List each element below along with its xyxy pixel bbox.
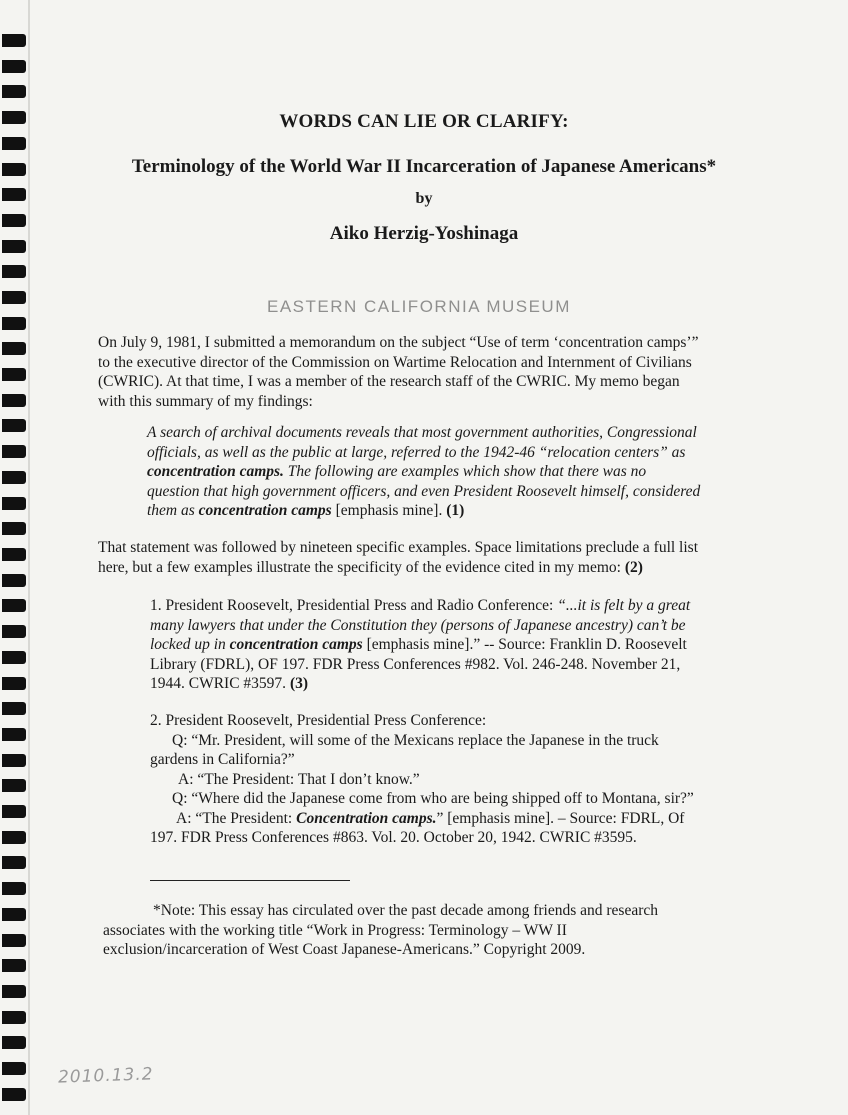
intro-line: to the executive director of the Commission on Wartime Relocation and Internment of Civilians (98, 353, 692, 371)
binding-ring (2, 1011, 26, 1024)
binding-ring (2, 60, 26, 73)
binding-ring (2, 831, 26, 844)
example-line: A: “The President: That I don’t know.” (178, 770, 420, 788)
example-line (150, 635, 800, 655)
emphasis-text: concentration camps (229, 636, 363, 653)
quote-line: A search of archival documents reveals that most government authorities, Congressional (147, 424, 697, 441)
binding-ring (2, 394, 26, 407)
document-subtitle: Terminology of the World War II Incarceration of Japanese Americans* (131, 156, 717, 177)
footnote-ref: (3) (289, 675, 309, 692)
binding-ring (2, 342, 26, 355)
example-text: 1. President Roosevelt, Presidential Press and Radio Conference: (150, 597, 558, 614)
intro-line: with this summary of my findings: (98, 392, 313, 410)
quoted-text: “...it is felt by a great (557, 597, 691, 614)
binding-ring (2, 1062, 26, 1075)
intro-paragraph (98, 333, 798, 411)
binding-ring (2, 985, 26, 998)
binding-ring (2, 651, 26, 664)
quote-line: question that high government officers, and even President Roosevelt himself, considered (147, 482, 701, 500)
binding-ring (2, 959, 26, 972)
binding-ring (2, 1088, 26, 1101)
footnote-ref: (1) (446, 502, 465, 519)
footnote-ref: (2) (624, 558, 643, 576)
footnote-line: *Note: This essay has circulated over the past decade among friends and research (153, 902, 658, 919)
binding-ring (2, 34, 26, 47)
footnote (103, 901, 793, 960)
quoted-text: locked up in (150, 636, 230, 653)
binding-ring (2, 754, 26, 767)
museum-watermark: EASTERN CALIFORNIA MUSEUM (267, 297, 571, 316)
quote-line (147, 462, 799, 482)
emphasis-text: Concentration camps. (296, 809, 437, 827)
example-line: many lawyers that under the Constitution they (persons of Japanese ancestry) can’t be (150, 616, 686, 634)
example-text: 1944. CWRIC #3597. (150, 675, 290, 692)
example-1 (150, 596, 800, 694)
binding-ring (2, 265, 26, 278)
binding-ring (2, 934, 26, 947)
emphasis-text: concentration camps. (147, 463, 284, 480)
binding-ring (2, 574, 26, 587)
binding-ring (2, 728, 26, 741)
quote-text: [emphasis mine]. (331, 502, 447, 519)
binding-ring (2, 702, 26, 715)
quote-text: The following are examples which show that there was no (283, 463, 647, 480)
example-line: Q: “Mr. President, will some of the Mexicans replace the Japanese in the truck (172, 731, 659, 749)
example-line: 2. President Roosevelt, Presidential Press Conference: (150, 712, 487, 729)
binding-ring (2, 856, 26, 869)
footnote-line: associates with the working title “Work in Progress: Terminology – WW II (103, 921, 567, 939)
example-line (150, 809, 810, 829)
quote-text: them as (147, 502, 199, 519)
block-quote (147, 423, 799, 521)
example-line: 197. FDR Press Conferences #863. Vol. 20. October 20, 1942. CWRIC #3595. (150, 829, 637, 846)
binding-ring (2, 497, 26, 510)
document-title: WORDS CAN LIE OR CLARIFY: (279, 111, 569, 132)
binding-ring (2, 317, 26, 330)
example-line (150, 674, 800, 694)
example-line: gardens in California?” (150, 751, 295, 768)
binding-ring (2, 599, 26, 612)
transition-text: here, but a few examples illustrate the specificity of the evidence cited in my memo: (98, 558, 625, 576)
example-line (150, 596, 800, 616)
example-line: Q: “Where did the Japanese come from who are being shipped off to Montana, sir?” (172, 790, 694, 807)
binding-ring (2, 368, 26, 381)
accession-number: 2010.13.2 (57, 1064, 154, 1088)
binding-ring (2, 805, 26, 818)
binding-ring (2, 419, 26, 432)
author-name: Aiko Herzig-Yoshinaga (329, 223, 519, 244)
example-2 (150, 711, 810, 848)
footnote-line: exclusion/incarceration of West Coast Japanese-Americans.” Copyright 2009. (103, 941, 586, 958)
binding-ring (2, 677, 26, 690)
byline-by: by (415, 190, 433, 207)
transition-paragraph (98, 538, 803, 577)
binding-ring (2, 908, 26, 921)
binding-ring (2, 471, 26, 484)
binding-ring (2, 85, 26, 98)
transition-line (98, 558, 803, 578)
binding-ring (2, 1036, 26, 1049)
binding-ring (2, 445, 26, 458)
intro-line: On July 9, 1981, I submitted a memorandum on the subject “Use of term ‘concentration camps’” (98, 334, 699, 351)
transition-line: That statement was followed by nineteen specific examples. Space limitations preclude a full list (98, 539, 699, 556)
binding-ring (2, 548, 26, 561)
footnote-divider (150, 880, 350, 881)
binding-ring (2, 779, 26, 792)
binding-ring (2, 625, 26, 638)
example-text: ” [emphasis mine]. – Source: FDRL, Of (436, 809, 685, 827)
binding-ring (2, 291, 26, 304)
binding-ring (2, 882, 26, 895)
binding-ring (2, 522, 26, 535)
binding-ring (2, 137, 26, 150)
example-line: Library (FDRL), OF 197. FDR Press Conferences #982. Vol. 246-248. November 21, (150, 655, 681, 673)
example-text: [emphasis mine].” -- Source: Franklin D. Roosevelt (362, 636, 687, 653)
quote-line: officials, as well as the public at large, referred to the 1942-46 “relocation centers” as (147, 443, 686, 461)
example-text: A: “The President: (176, 809, 297, 827)
emphasis-text: concentration camps (198, 502, 332, 519)
intro-line: (CWRIC). At that time, I was a member of the research staff of the CWRIC. My memo began (98, 373, 680, 390)
quote-line (147, 501, 799, 521)
